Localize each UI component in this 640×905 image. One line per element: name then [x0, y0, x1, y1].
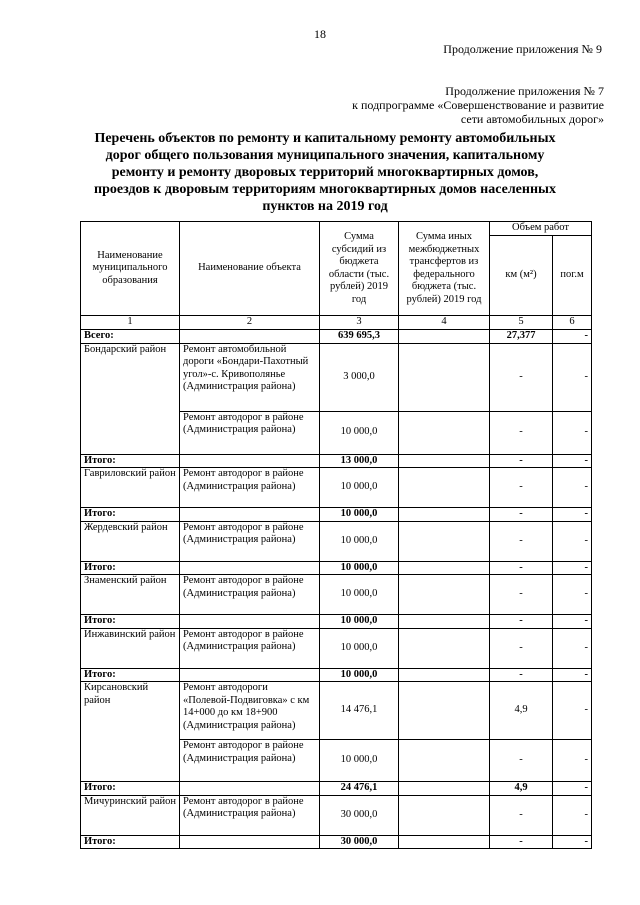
subtotal-row [81, 835, 592, 849]
table-row [81, 468, 592, 508]
grand-total-empty [180, 330, 320, 344]
subtotal-sum: 10 000,0 [320, 561, 399, 575]
object-transfers [399, 521, 490, 561]
object-km: - [490, 575, 553, 615]
object-pogm: - [553, 343, 592, 411]
column-number: 4 [399, 316, 490, 330]
column-number: 6 [553, 316, 592, 330]
subtotal-pogm: - [553, 782, 592, 796]
objects-table [80, 221, 592, 849]
subtotal-empty [180, 454, 320, 468]
object-transfers [399, 795, 490, 835]
subtotal-row [81, 782, 592, 796]
object-sum: 10 000,0 [320, 740, 399, 782]
subtotal-empty [180, 668, 320, 682]
object-pogm: - [553, 468, 592, 508]
object-name: Ремонт автодорог в районе (Администрация района) [180, 411, 320, 454]
column-numbers-row [81, 316, 592, 330]
subtotal-km: - [490, 668, 553, 682]
subtotal-pogm: - [553, 454, 592, 468]
object-name: Ремонт автодорог в районе (Администрация района) [180, 628, 320, 668]
object-pogm: - [553, 740, 592, 782]
object-km: - [490, 343, 553, 411]
object-transfers [399, 740, 490, 782]
object-sum: 10 000,0 [320, 521, 399, 561]
object-name: Ремонт автодорог в районе (Администрация района) [180, 468, 320, 508]
subtotal-km: 4,9 [490, 782, 553, 796]
object-name: Ремонт автодорог в районе (Администрация района) [180, 521, 320, 561]
subtotal-empty [180, 561, 320, 575]
title-line: Перечень объектов по ремонту и капитальному ремонту автомобильных [94, 131, 556, 146]
title-line: проездов к дворовым территориям многоквартирных домов населенных [94, 182, 556, 197]
subtotal-transfers [399, 508, 490, 522]
table-row [81, 682, 592, 740]
district-name: Гавриловский район [81, 468, 180, 508]
subtotal-transfers [399, 615, 490, 629]
district-name: Инжавинский район [81, 628, 180, 668]
subtotal-sum: 30 000,0 [320, 835, 399, 849]
page-number: 18 [314, 27, 326, 41]
subtotal-transfers [399, 561, 490, 575]
subtotal-pogm: - [553, 668, 592, 682]
object-name: Ремонт автодорог в районе (Администрация района) [180, 795, 320, 835]
object-pogm: - [553, 521, 592, 561]
subtotal-transfers [399, 668, 490, 682]
object-pogm: - [553, 628, 592, 668]
header-km: км (м²) [490, 236, 553, 316]
object-km: - [490, 740, 553, 782]
grand-total-transfers [399, 330, 490, 344]
subtotal-label: Итого: [81, 668, 180, 682]
title-line: пунктов на 2019 год [262, 199, 388, 214]
subtotal-label: Итого: [81, 454, 180, 468]
subtotal-pogm: - [553, 615, 592, 629]
subtotal-transfers [399, 454, 490, 468]
object-sum: 10 000,0 [320, 575, 399, 615]
subtotal-empty [180, 615, 320, 629]
subtotal-row [81, 454, 592, 468]
table-row [81, 628, 592, 668]
object-km: - [490, 628, 553, 668]
grand-total-km: 27,377 [490, 330, 553, 344]
subtotal-label: Итого: [81, 835, 180, 849]
document-title [70, 130, 580, 215]
object-km: 4,9 [490, 682, 553, 740]
object-pogm: - [553, 411, 592, 454]
object-pogm: - [553, 682, 592, 740]
column-number: 1 [81, 316, 180, 330]
header-volume: Объем работ [490, 222, 592, 236]
table-row [81, 521, 592, 561]
object-km: - [490, 795, 553, 835]
object-sum: 3 000,0 [320, 343, 399, 411]
grand-total-pogm: - [553, 330, 592, 344]
subtotal-row [81, 508, 592, 522]
district-name: Знаменский район [81, 575, 180, 615]
subtotal-pogm: - [553, 561, 592, 575]
object-sum: 30 000,0 [320, 795, 399, 835]
header-transfers: Сумма иных межбюджетных трансфертов из федерального бюджета (тыс. рублей) 2019 год [399, 222, 490, 316]
object-sum: 14 476,1 [320, 682, 399, 740]
grand-total-row [81, 330, 592, 344]
subtotal-row [81, 615, 592, 629]
subtotal-row [81, 561, 592, 575]
subtotal-sum: 10 000,0 [320, 668, 399, 682]
object-sum: 10 000,0 [320, 411, 399, 454]
appendix-7-line: Продолжение приложения № 7 [445, 84, 604, 98]
object-sum: 10 000,0 [320, 628, 399, 668]
subtotal-label: Итого: [81, 561, 180, 575]
table-row [81, 575, 592, 615]
district-name: Жердевский район [81, 521, 180, 561]
subtotal-km: - [490, 835, 553, 849]
appendix-7-note [352, 84, 604, 126]
district-name: Бондарский район [81, 343, 180, 454]
object-km: - [490, 468, 553, 508]
object-km: - [490, 411, 553, 454]
object-name: Ремонт автомобильной дороги «Бондари-Пахотный угол»-с. Кривополянье (Администрация района) [180, 343, 320, 411]
object-transfers [399, 343, 490, 411]
table-row [81, 795, 592, 835]
header-pogm: пог.м [553, 236, 592, 316]
object-transfers [399, 628, 490, 668]
appendix-9-note: Продолжение приложения № 9 [443, 42, 602, 56]
header-municipality: Наименование муниципального образования [81, 222, 180, 316]
object-name: Ремонт автодороги «Полевой-Подвиговка» с км 14+000 до км 18+900 (Администрация района) [180, 682, 320, 740]
object-pogm: - [553, 795, 592, 835]
table-row [81, 343, 592, 411]
subtotal-km: - [490, 508, 553, 522]
title-line: ремонту и ремонту дворовых территорий многоквартирных домов, [111, 165, 539, 180]
header-object: Наименование объекта [180, 222, 320, 316]
subtotal-row [81, 668, 592, 682]
object-name: Ремонт автодорог в районе (Администрация района) [180, 740, 320, 782]
object-km: - [490, 521, 553, 561]
subtotal-empty [180, 508, 320, 522]
object-transfers [399, 682, 490, 740]
subtotal-sum: 13 000,0 [320, 454, 399, 468]
subtotal-sum: 10 000,0 [320, 615, 399, 629]
district-name: Кирсановский район [81, 682, 180, 782]
column-number: 3 [320, 316, 399, 330]
title-line: дорог общего пользования муниципального значения, капитальному [105, 148, 545, 163]
grand-total-label: Всего: [81, 330, 180, 344]
object-pogm: - [553, 575, 592, 615]
subtotal-pogm: - [553, 835, 592, 849]
object-name: Ремонт автодорог в районе (Администрация района) [180, 575, 320, 615]
object-transfers [399, 575, 490, 615]
object-transfers [399, 468, 490, 508]
subtotal-empty [180, 835, 320, 849]
subtotal-transfers [399, 835, 490, 849]
subtotal-km: - [490, 561, 553, 575]
grand-total-sum: 639 695,3 [320, 330, 399, 344]
subtotal-km: - [490, 454, 553, 468]
object-sum: 10 000,0 [320, 468, 399, 508]
subtotal-label: Итого: [81, 508, 180, 522]
subtotal-empty [180, 782, 320, 796]
subtotal-transfers [399, 782, 490, 796]
column-number: 5 [490, 316, 553, 330]
header-subsidy: Сумма субсидий из бюджета области (тыс. рублей) 2019 год [320, 222, 399, 316]
subtotal-label: Итого: [81, 782, 180, 796]
subtotal-km: - [490, 615, 553, 629]
subtotal-sum: 10 000,0 [320, 508, 399, 522]
subtotal-pogm: - [553, 508, 592, 522]
district-name: Мичуринский район [81, 795, 180, 835]
object-transfers [399, 411, 490, 454]
subtotal-label: Итого: [81, 615, 180, 629]
appendix-7-line: к подпрограмме «Совершенствование и развитие [352, 98, 604, 112]
appendix-7-line: сети автомобильных дорог» [460, 112, 604, 126]
column-number: 2 [180, 316, 320, 330]
subtotal-sum: 24 476,1 [320, 782, 399, 796]
